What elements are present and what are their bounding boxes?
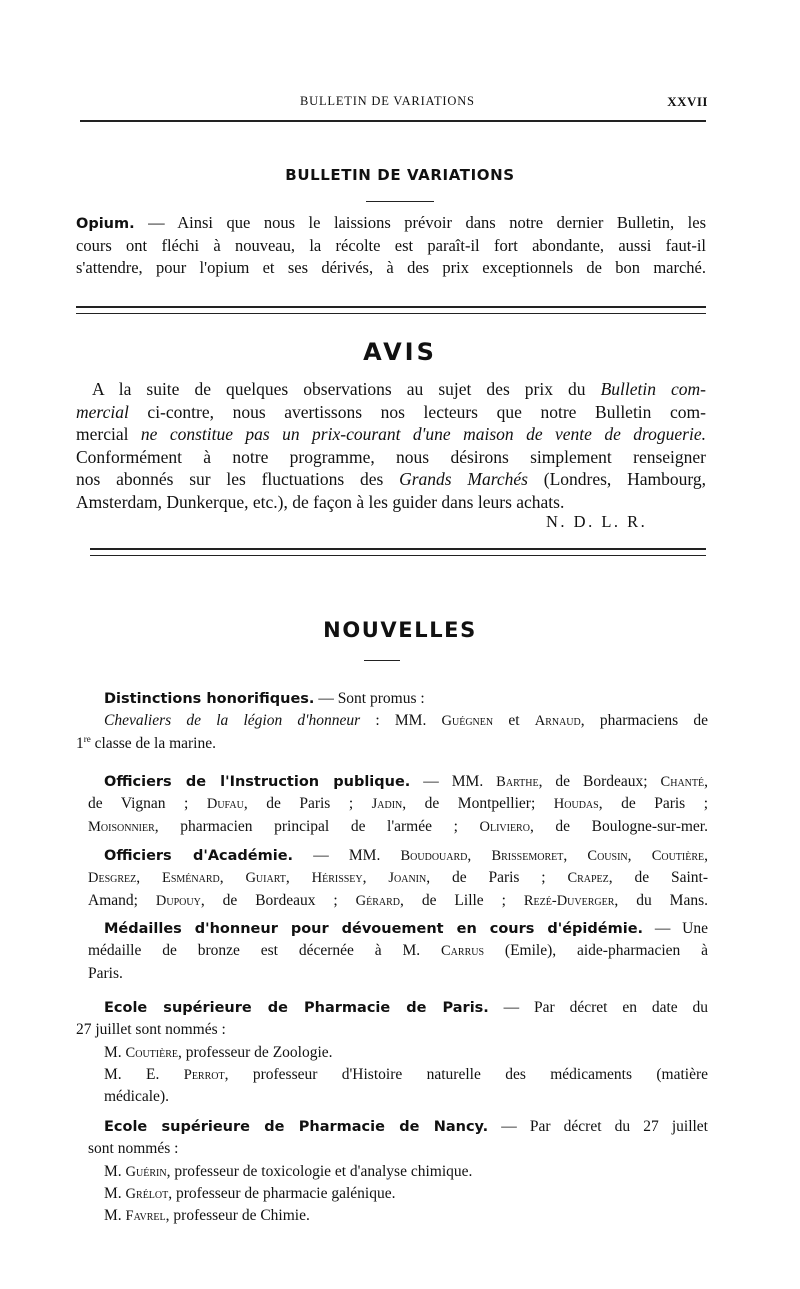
text-run: , pharmacien principal de l'armée ; <box>154 817 480 835</box>
person-name: Houdas <box>553 796 599 813</box>
text-run: mercial <box>76 424 141 444</box>
text-run: , professeur de Chimie. <box>165 1207 310 1225</box>
superscript: re <box>83 733 91 744</box>
person-name: Moisonnier <box>88 818 155 835</box>
text-line <box>88 1042 708 1064</box>
person-name: Gérard <box>355 892 401 909</box>
text-line <box>88 918 708 940</box>
text-run: nos abonnés sur les fluctuations des <box>76 469 400 489</box>
text-line: Amsterdam, Dunkerque, etc.), de façon à les guider dans leurs achats. <box>76 491 565 512</box>
editorial-signature: N. D. L. R. <box>546 512 648 531</box>
text-run: — Par décret du 27 juillet <box>488 1118 708 1135</box>
entry-lead: Officiers d'Académie. <box>104 848 294 864</box>
text-line <box>88 710 708 732</box>
person-name: Esménard <box>161 870 220 887</box>
text-run: — Par décret en date du <box>488 999 709 1016</box>
text-run: , de Bordeaux; <box>538 773 661 790</box>
text-run: , professeur d'Histoire naturelle des médicaments (matière <box>224 1065 709 1083</box>
person-name: Perrot <box>183 1066 225 1083</box>
text-run: , du Mans. <box>614 891 709 909</box>
person-name: Arnaud <box>534 713 581 730</box>
bulletin-heading: BULLETIN DE VARIATIONS <box>285 166 515 184</box>
text-run: (Londres, Hambourg, <box>527 469 706 489</box>
entry-lead: Opium. <box>76 216 135 232</box>
nouvelles-heading: NOUVELLES <box>323 618 477 642</box>
text-line: 27 juillet sont nommés : <box>76 1021 226 1039</box>
text-line: Officiers d'Académie. — MM. Boudouard, Brissemoret, Cousin, Coutière, <box>104 847 709 864</box>
text-run: classe de la marine. <box>90 734 216 752</box>
entry-lead: Distinctions honorifiques. <box>104 691 315 707</box>
text-run: et <box>493 712 535 730</box>
news-entry-ecole-paris <box>76 997 709 1108</box>
text-run: , de Bordeaux ; <box>200 891 356 909</box>
person-name: Carrus <box>441 943 485 960</box>
person-name: Guiart <box>245 870 286 887</box>
entry-lead: Ecole supérieure de Pharmacie de Paris. <box>104 1000 489 1016</box>
bulletin-paragraph <box>76 212 706 279</box>
italic-run: ne constitue pas un prix-courant d'une maison de vente de droguerie. <box>140 424 707 444</box>
italic-run: mercial <box>76 401 129 422</box>
text-run: , <box>704 773 708 790</box>
italic-run: Grands Marchés <box>399 469 528 489</box>
text-line <box>76 212 706 235</box>
text-run: 1 <box>76 734 84 752</box>
text-line <box>88 1205 708 1227</box>
text-run: , de Boulogne-sur-mer. <box>529 817 708 835</box>
person-name: Dufau <box>206 796 244 813</box>
text-line <box>76 733 708 755</box>
text-run: , pharmaciens de <box>580 712 708 730</box>
person-name: Desgrez <box>88 870 137 887</box>
person-name: Hérissey <box>311 870 363 887</box>
text-run: de Vignan ; <box>88 795 207 813</box>
text-run: , de Lille ; <box>400 891 524 909</box>
text-run: — Ainsi que nous le laissions prévoir dans notre dernier Bulletin, les <box>148 213 706 232</box>
text-run: — Une <box>643 920 708 937</box>
text-line <box>88 771 708 793</box>
entry-lead: Médailles d'honneur pour dévouement en cours d'épidémie. <box>104 921 644 937</box>
person-name: Boudouard <box>400 848 468 864</box>
text-line: s'attendre, pour l'opium et ses dérivés, à des prix exceptionnels de bon marché. <box>76 258 706 277</box>
text-run: — MM. <box>293 847 401 864</box>
text-line <box>88 890 708 912</box>
text-run: M. <box>104 1207 126 1225</box>
news-entry-distinctions <box>76 688 708 755</box>
text-line: sont nommés : <box>88 1140 179 1158</box>
person-name: Jadin <box>371 796 403 813</box>
person-name: Guégnen <box>441 713 494 730</box>
text-run: — Sont promus : <box>314 690 425 707</box>
text-run: M. <box>104 1043 126 1061</box>
text-line <box>88 1064 708 1086</box>
running-head <box>0 94 800 114</box>
person-name: Coutière <box>651 848 705 864</box>
avis-paragraph <box>76 378 706 513</box>
text-run: , professeur de pharmacie galénique. <box>168 1184 396 1202</box>
text-run: M. <box>104 1184 126 1202</box>
person-name: Coutière <box>125 1044 178 1061</box>
text-line: Conformément à notre programme, nous désirons simplement renseigner <box>76 446 706 467</box>
text-run: : MM. <box>360 712 442 730</box>
text-line <box>88 816 708 838</box>
text-line <box>88 1161 708 1183</box>
person-name: Oliviero <box>479 818 530 835</box>
person-name: Dupouy <box>155 892 201 909</box>
section-divider <box>90 548 706 556</box>
text-run: M. E. <box>104 1065 184 1083</box>
italic-run: Chevaliers de la légion d'honneur <box>104 712 361 730</box>
person-name: Joanin <box>388 870 427 887</box>
running-head-title: BULLETIN DE VARIATIONS <box>300 94 475 108</box>
text-run: , de Paris ; <box>426 869 568 887</box>
section-divider <box>76 306 706 314</box>
page-number: XXVII <box>667 94 708 109</box>
text-run: médaille de bronze est décernée à M. <box>88 942 442 960</box>
heading-rule <box>366 201 434 202</box>
text-line <box>76 378 706 401</box>
news-entry-academie <box>88 845 708 912</box>
text-line: Desgrez, Esménard, Guiart, Hérissey, Joanin, de Paris ; Crapez, de Saint- <box>88 869 708 887</box>
person-name: Chanté <box>660 774 705 790</box>
text-run: — MM. <box>410 773 497 790</box>
text-line <box>76 423 706 446</box>
news-entry-medailles <box>88 918 708 985</box>
text-run: , de Paris ; <box>243 795 372 813</box>
person-name: Brissemoret <box>491 848 564 864</box>
entry-lead: Ecole supérieure de Pharmacie de Nancy. <box>104 1119 489 1135</box>
person-name: Grélot <box>125 1185 169 1202</box>
header-rule <box>80 120 706 122</box>
italic-run: Bulletin com- <box>600 379 707 399</box>
text-line <box>76 468 706 491</box>
person-name: Guérin <box>125 1163 167 1180</box>
avis-heading: AVIS <box>363 338 437 366</box>
text-run: , de Montpellier; <box>402 795 554 813</box>
news-entry-instruction-publique <box>88 771 708 838</box>
text-line <box>88 688 708 710</box>
news-entry-ecole-nancy <box>88 1116 708 1227</box>
person-name: Barthe <box>496 774 539 790</box>
person-name: Rezé-Duverger <box>523 892 615 909</box>
text-line <box>88 997 708 1019</box>
heading-rule <box>364 660 400 661</box>
text-line <box>88 1116 708 1138</box>
text-run: ci-contre, nous avertissons nos lecteurs que notre Bulletin com- <box>128 401 706 422</box>
text-run: , de Saint- <box>608 869 708 887</box>
text-run: , professeur de toxicologie et d'analyse chimique. <box>166 1162 473 1180</box>
text-line: cours ont fléchi à nouveau, la récolte est paraît-il fort abondante, aussi faut-il <box>76 236 706 255</box>
person-name: Cousin <box>587 848 628 864</box>
text-line <box>88 793 708 815</box>
text-line: médicale). <box>104 1088 169 1106</box>
text-line: Paris. <box>88 964 123 982</box>
text-run: M. <box>104 1162 126 1180</box>
text-run: (Emile), aide-pharmacien à <box>484 942 708 960</box>
text-run: , de Paris ; <box>598 795 709 813</box>
person-name: Crapez <box>567 870 609 887</box>
text-run: Amand; <box>88 891 156 909</box>
text-line <box>76 401 706 424</box>
text-run: , professeur de Zoologie. <box>178 1043 333 1061</box>
person-name: Favrel <box>125 1208 166 1225</box>
text-line <box>88 940 708 962</box>
entry-lead: Officiers de l'Instruction publique. <box>104 774 411 790</box>
text-run: A la suite de quelques observations au sujet des prix du <box>92 379 601 399</box>
text-line <box>88 1183 708 1205</box>
